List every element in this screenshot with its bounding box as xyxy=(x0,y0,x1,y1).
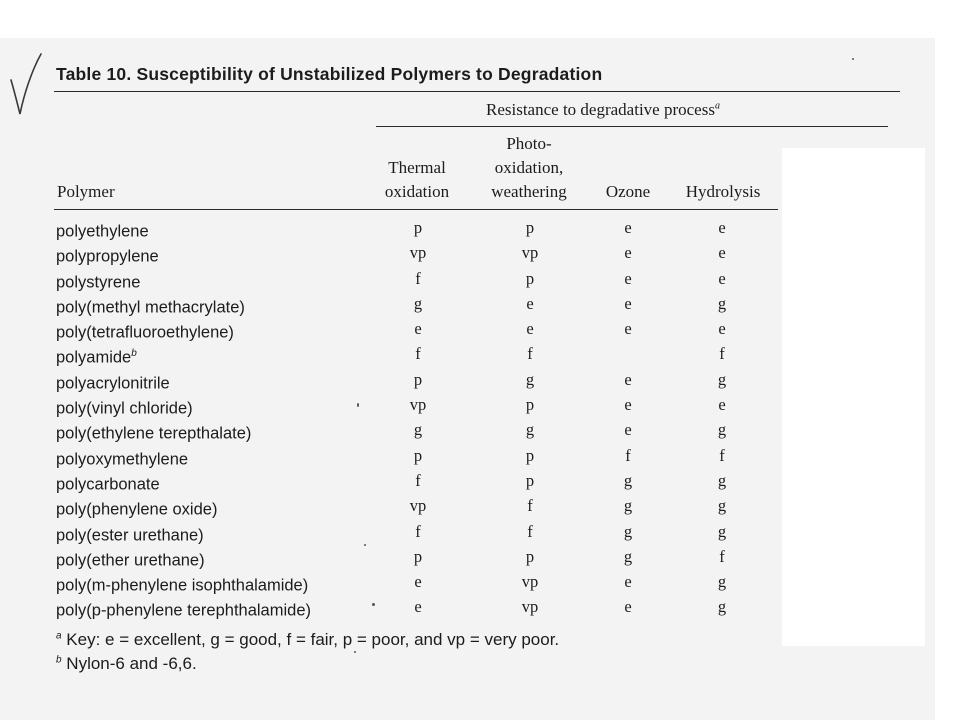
thermal-oxidation-rating-text: f xyxy=(415,470,421,490)
photo-oxidation-rating xyxy=(510,240,550,265)
polymer-name-text: polycarbonate xyxy=(56,475,160,494)
polymer-name-text: poly(ester urethane) xyxy=(56,525,204,544)
photo-oxidation-rating-text: e xyxy=(526,293,534,313)
thermal-oxidation-rating-text: e xyxy=(414,597,422,617)
ozone-rating-text: e xyxy=(624,420,632,440)
ozone-rating-text: e xyxy=(624,572,632,592)
span-header-footnote-marker: a xyxy=(714,100,720,112)
hydrolysis-rating-text: e xyxy=(718,218,726,237)
span-header xyxy=(486,100,720,120)
polymer-name-text: poly(p-phenylene terephthalamide) xyxy=(56,601,311,620)
photo-oxidation-rating-text: g xyxy=(525,420,535,440)
hydrolysis-rating xyxy=(702,594,742,619)
column-header-polymer: Polymer xyxy=(57,182,115,201)
hydrolysis-rating xyxy=(702,316,742,341)
table-row xyxy=(0,443,960,468)
thermal-oxidation-rating xyxy=(398,594,438,619)
ozone-rating xyxy=(608,291,648,316)
hydrolysis-rating xyxy=(702,291,742,316)
hydrolysis-rating-text: g xyxy=(717,470,727,490)
table-title: Table 10. Susceptibility of Unstabilized Polymers to Degradation xyxy=(56,64,603,84)
ozone-rating xyxy=(608,367,648,392)
hydrolysis-rating xyxy=(702,544,742,569)
table-row xyxy=(0,316,960,341)
photo-oxidation-rating-text: f xyxy=(527,521,533,541)
header-line: Thermal xyxy=(388,158,446,177)
ozone-rating-text: f xyxy=(625,445,631,465)
photo-oxidation-rating xyxy=(510,594,550,619)
photo-oxidation-rating xyxy=(510,519,550,544)
table-row xyxy=(0,240,960,265)
hydrolysis-rating-text: g xyxy=(717,293,727,313)
polymer-name-text: poly(methyl methacrylate) xyxy=(56,298,245,317)
top-rule xyxy=(54,91,900,92)
hydrolysis-rating xyxy=(702,341,742,366)
footnote-marker: b xyxy=(56,654,62,666)
thermal-oxidation-rating xyxy=(398,544,438,569)
polymer-name-text: polyethylene xyxy=(56,222,149,241)
thermal-oxidation-rating xyxy=(398,291,438,316)
hydrolysis-rating xyxy=(702,519,742,544)
photo-oxidation-rating-text: p xyxy=(525,395,535,415)
polymer-name-text: poly(m-phenylene isophthalamide) xyxy=(56,576,309,595)
photo-oxidation-rating-text: p xyxy=(525,268,535,288)
polymer-name xyxy=(56,594,311,623)
scan-speck xyxy=(354,651,356,653)
photo-oxidation-rating xyxy=(510,367,550,392)
hydrolysis-rating-text: e xyxy=(718,395,726,415)
table-row xyxy=(0,291,960,316)
table-row xyxy=(0,417,960,442)
polymer-name-text: poly(vinyl chloride) xyxy=(56,399,193,418)
header-line: Photo- xyxy=(506,134,552,153)
thermal-oxidation-rating xyxy=(398,417,438,442)
photo-oxidation-rating-text: f xyxy=(527,344,533,364)
ozone-rating xyxy=(608,316,648,341)
thermal-oxidation-rating-text: vp xyxy=(409,496,427,516)
photo-oxidation-rating-text: f xyxy=(527,496,533,516)
photo-oxidation-rating-text: p xyxy=(525,470,535,490)
photo-oxidation-rating xyxy=(510,341,550,366)
footnote-key xyxy=(56,630,559,650)
thermal-oxidation-rating-text: p xyxy=(413,369,423,389)
thermal-oxidation-rating xyxy=(398,493,438,518)
header-line: oxidation, xyxy=(494,158,564,177)
thermal-oxidation-rating-text: f xyxy=(415,268,421,288)
hydrolysis-rating-text: g xyxy=(717,521,727,541)
handwritten-check-icon xyxy=(8,50,44,120)
header-line: oxidation xyxy=(384,182,450,201)
scan-speck xyxy=(357,403,359,407)
thermal-oxidation-rating xyxy=(398,266,438,291)
ozone-rating-text: e xyxy=(624,597,632,617)
photo-oxidation-rating xyxy=(510,266,550,291)
hydrolysis-rating xyxy=(702,468,742,493)
polymer-name-text: polyoxymethylene xyxy=(56,450,189,468)
ozone-rating-text: e xyxy=(624,268,632,288)
ozone-rating-text: e xyxy=(624,218,632,237)
ozone-rating xyxy=(608,519,648,544)
hydrolysis-rating-text: e xyxy=(718,319,726,339)
hydrolysis-rating xyxy=(702,367,742,392)
thermal-oxidation-rating-text: p xyxy=(413,445,423,465)
hydrolysis-rating-text: g xyxy=(717,597,727,617)
hydrolysis-rating-text: f xyxy=(719,445,725,465)
footnote-marker: b xyxy=(131,348,137,360)
table-row xyxy=(0,544,960,569)
ozone-rating-text: g xyxy=(623,496,633,516)
column-header-thermal-oxidation xyxy=(374,156,460,204)
table-row xyxy=(0,569,960,594)
hydrolysis-rating xyxy=(702,417,742,442)
span-header-rule xyxy=(376,126,888,127)
ozone-rating xyxy=(608,266,648,291)
hydrolysis-rating xyxy=(702,215,742,240)
thermal-oxidation-rating-text: g xyxy=(413,420,423,440)
polymer-name-text: poly(phenylene oxide) xyxy=(56,500,218,519)
photo-oxidation-rating xyxy=(510,316,550,341)
photo-oxidation-rating-text: vp xyxy=(521,243,539,263)
table-row xyxy=(0,215,960,240)
table-row xyxy=(0,493,960,518)
thermal-oxidation-rating xyxy=(398,569,438,594)
ozone-rating-text: e xyxy=(624,369,632,389)
polymer-name-text: polypropylene xyxy=(56,247,159,266)
photo-oxidation-rating xyxy=(510,392,550,417)
footnote-text: Nylon-6 and -6,6. xyxy=(66,654,197,673)
photo-oxidation-rating-text: vp xyxy=(521,572,539,592)
ozone-rating-text: g xyxy=(623,470,633,490)
thermal-oxidation-rating-text: vp xyxy=(409,395,427,415)
polymer-name-text: poly(ether urethane) xyxy=(56,551,205,570)
table-row xyxy=(0,594,960,619)
hydrolysis-rating xyxy=(702,240,742,265)
column-header-photo-oxidation xyxy=(478,132,580,204)
table-body xyxy=(0,215,960,620)
photo-oxidation-rating xyxy=(510,443,550,468)
hydrolysis-rating xyxy=(702,392,742,417)
photo-oxidation-rating xyxy=(510,215,550,240)
photo-oxidation-rating-text: p xyxy=(525,218,535,237)
thermal-oxidation-rating-text: vp xyxy=(409,243,427,263)
ozone-rating-text: e xyxy=(624,319,632,339)
table-row xyxy=(0,367,960,392)
photo-oxidation-rating xyxy=(510,569,550,594)
thermal-oxidation-rating-text: f xyxy=(415,521,421,541)
footnote-nylon xyxy=(56,654,197,674)
ozone-rating xyxy=(608,240,648,265)
scan-speck xyxy=(372,603,375,606)
ozone-rating xyxy=(608,215,648,240)
thermal-oxidation-rating xyxy=(398,468,438,493)
photo-oxidation-rating-text: p xyxy=(525,445,535,465)
photo-oxidation-rating-text: vp xyxy=(521,597,539,617)
ozone-rating xyxy=(608,493,648,518)
table-row xyxy=(0,392,960,417)
footnote-marker: a xyxy=(56,630,62,642)
thermal-oxidation-rating-text: e xyxy=(414,572,422,592)
thermal-oxidation-rating xyxy=(398,316,438,341)
polymer-name-text: poly(tetrafluoroethylene) xyxy=(56,323,234,342)
photo-oxidation-rating-text: e xyxy=(526,319,534,339)
column-header-ozone: Ozone xyxy=(605,182,651,201)
ozone-rating xyxy=(608,594,648,619)
thermal-oxidation-rating-text: p xyxy=(413,546,423,566)
thermal-oxidation-rating-text: p xyxy=(413,218,423,237)
photo-oxidation-rating xyxy=(510,493,550,518)
span-header-text: Resistance to degradative process xyxy=(486,100,715,119)
column-header-hydrolysis: Hydrolysis xyxy=(685,182,761,201)
photo-oxidation-rating-text: p xyxy=(525,546,535,566)
ozone-rating-text: g xyxy=(623,546,633,566)
ozone-rating xyxy=(608,468,648,493)
hydrolysis-rating-text: g xyxy=(717,496,727,516)
table-row xyxy=(0,341,960,366)
hydrolysis-rating-text: g xyxy=(717,369,727,389)
table-row xyxy=(0,468,960,493)
header-rule xyxy=(54,209,778,210)
photo-oxidation-rating xyxy=(510,544,550,569)
hydrolysis-rating-text: e xyxy=(718,268,726,288)
hydrolysis-rating xyxy=(702,266,742,291)
hydrolysis-rating xyxy=(702,569,742,594)
scan-speck xyxy=(364,544,366,546)
thermal-oxidation-rating xyxy=(398,443,438,468)
polymer-name-text: poly(ethylene terepthalate) xyxy=(56,424,252,443)
photo-oxidation-rating xyxy=(510,291,550,316)
ozone-rating xyxy=(608,417,648,442)
table-row xyxy=(0,519,960,544)
scan-speck xyxy=(852,58,854,60)
table-row xyxy=(0,266,960,291)
polymer-name-text: polyacrylonitrile xyxy=(56,374,170,393)
thermal-oxidation-rating xyxy=(398,341,438,366)
ozone-rating-text: e xyxy=(624,395,632,415)
thermal-oxidation-rating-text: e xyxy=(414,319,422,339)
ozone-rating xyxy=(608,569,648,594)
ozone-rating xyxy=(608,544,648,569)
thermal-oxidation-rating xyxy=(398,240,438,265)
photo-oxidation-rating-text: g xyxy=(525,369,535,389)
photo-oxidation-rating xyxy=(510,468,550,493)
ozone-rating xyxy=(608,392,648,417)
ozone-rating-text: g xyxy=(623,521,633,541)
photo-oxidation-rating xyxy=(510,417,550,442)
thermal-oxidation-rating xyxy=(398,215,438,240)
thermal-oxidation-rating xyxy=(398,367,438,392)
polymer-name-text: polyamide xyxy=(56,348,132,367)
hydrolysis-rating xyxy=(702,493,742,518)
ozone-rating-text: e xyxy=(624,243,632,263)
footnote-text: Key: e = excellent, g = good, f = fair, p = poor, and vp = very poor. xyxy=(66,630,560,649)
hydrolysis-rating-text: f xyxy=(719,546,725,566)
ozone-rating xyxy=(608,443,648,468)
header-line: weathering xyxy=(491,182,567,201)
thermal-oxidation-rating xyxy=(398,392,438,417)
hydrolysis-rating-text: f xyxy=(719,344,725,364)
hydrolysis-rating-text: g xyxy=(717,420,727,440)
thermal-oxidation-rating-text: g xyxy=(413,293,423,313)
hydrolysis-rating-text: e xyxy=(718,243,726,263)
hydrolysis-rating xyxy=(702,443,742,468)
thermal-oxidation-rating xyxy=(398,519,438,544)
polymer-name-text: polystyrene xyxy=(56,272,141,291)
thermal-oxidation-rating-text: f xyxy=(415,344,421,364)
ozone-rating-text: e xyxy=(624,293,632,313)
hydrolysis-rating-text: g xyxy=(717,572,727,592)
